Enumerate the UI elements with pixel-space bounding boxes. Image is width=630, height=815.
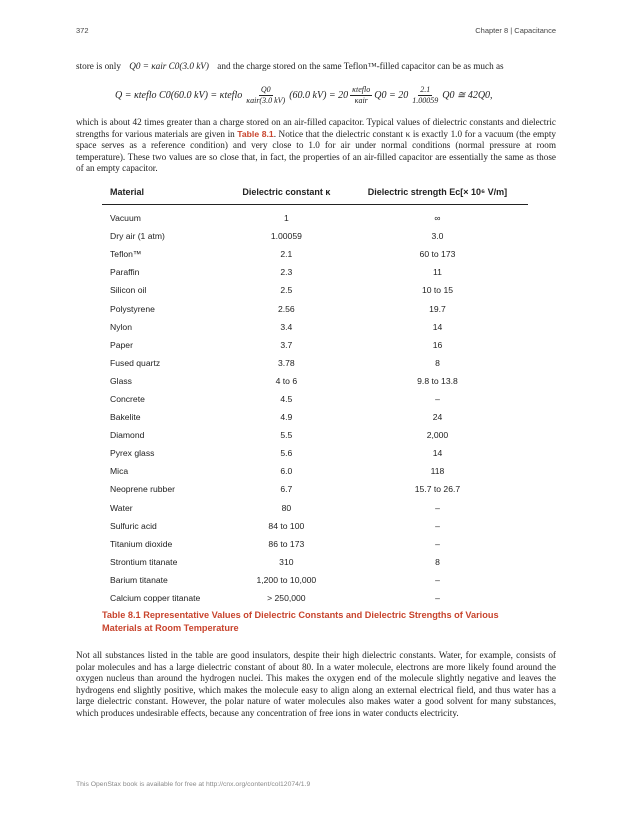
cell-dielectric-constant: 1,200 to 10,000 <box>256 574 317 585</box>
cell-dielectric-strength: – <box>435 574 440 585</box>
cell-dielectric-strength: 19.7 <box>429 303 446 314</box>
eq-part3: Q0 = 20 <box>374 89 409 101</box>
eq-lhs: Q = κteflo C0(60.0 kV) = κteflo <box>115 89 243 101</box>
cell-dielectric-constant: 2.1 <box>280 249 293 260</box>
cell-material: Bakelite <box>110 412 141 423</box>
table-row <box>102 390 528 408</box>
cell-material: Silicon oil <box>110 285 147 296</box>
intro-formula: Q0 = κair C0(3.0 kV) <box>129 61 209 71</box>
table-row <box>102 299 528 317</box>
header-material: Material <box>102 180 226 205</box>
cell-dielectric-constant: 2.56 <box>277 303 295 314</box>
cell-dielectric-constant: 86 to 173 <box>268 538 305 549</box>
table-row <box>102 553 528 571</box>
cell-dielectric-strength: 8 <box>435 556 440 567</box>
eq-fraction-3: $\frac{2.1}{1.00059}$ <box>412 84 439 105</box>
table-8-1-link[interactable]: Table 8.1 <box>237 128 274 139</box>
table-row <box>102 535 528 553</box>
cell-dielectric-constant: 6.0 <box>280 466 293 477</box>
cell-material: Nylon <box>110 321 132 332</box>
eq-rhs: Q0 ≅ 42Q0, <box>442 89 493 101</box>
header-dielectric-constant: Dielectric constant κ <box>226 180 347 205</box>
footer-note: This OpenStax book is available for free at http://cnx.org/content/col12074/1.9 <box>76 781 311 788</box>
eq-part2: (60.0 kV) = 20 <box>289 89 349 101</box>
cell-dielectric-constant: 2.5 <box>280 285 293 296</box>
cell-dielectric-strength: 2,000 <box>426 430 449 441</box>
cell-material: Titanium dioxide <box>110 538 173 549</box>
cell-material: Pyrex glass <box>110 448 155 459</box>
cell-dielectric-strength: 9.8 to 13.8 <box>417 375 458 386</box>
cell-material: Neoprene rubber <box>110 484 175 495</box>
cell-dielectric-strength: 10 to 15 <box>421 285 453 296</box>
paragraph-water: Not all substances listed in the table are good insulators, despite their high dielectric constants. Water, for example, consists of polar molecules and has a large dielectric constant of about 80. In a water molecule, electrons are more likely found around the oxygen nucleus than around the hydrogen nuclei. This makes the oxygen end of the molecule slightly negative and leaves the hydrogens end slightly positive, which makes the molecule easy to align along an external electrical field, and thus water has a large dielectric constant. However, the polar nature of water molecules also makes water a good solvent for many substances, which produces undesirable effects, because any concentration of free ions in water conducts electricity. <box>76 650 556 718</box>
cell-dielectric-strength: 14 <box>432 321 443 332</box>
intro-line <box>76 61 556 73</box>
chapter-title: Chapter 8 | Capacitance <box>475 26 556 35</box>
table-row <box>102 372 528 390</box>
charge-equation <box>115 82 515 108</box>
cell-dielectric-constant: 4.5 <box>280 393 293 404</box>
cell-dielectric-strength: – <box>435 538 440 549</box>
cell-dielectric-constant: 2.3 <box>280 267 293 278</box>
table-row <box>102 499 528 517</box>
cell-dielectric-constant: 5.6 <box>280 448 293 459</box>
cell-dielectric-strength: 24 <box>432 412 443 423</box>
cell-material: Sulfuric acid <box>110 520 157 531</box>
cell-material: Calcium copper titanate <box>110 593 201 604</box>
cell-dielectric-strength: – <box>435 502 440 513</box>
table-row <box>102 571 528 589</box>
cell-dielectric-constant: 1 <box>283 213 289 224</box>
cell-dielectric-strength: – <box>435 520 440 531</box>
table-row <box>102 336 528 354</box>
table-row <box>102 426 528 444</box>
table-row <box>102 589 528 607</box>
intro-mid: and the charge stored on the same Teflon™-filled capacitor can be as much as <box>217 61 504 71</box>
cell-material: Mica <box>110 466 129 477</box>
cell-material: Concrete <box>110 393 145 404</box>
table-caption: Table 8.1 Representative Values of Dielectric Constants and Dielectric Strengths of Various Materials at Room Temperature <box>102 610 499 633</box>
dielectric-table <box>102 180 528 607</box>
eq-fraction-2: $\frac{\text{κteflo}}{\text{κair}}$ <box>352 84 371 105</box>
cell-dielectric-strength: 16 <box>432 339 443 350</box>
table-row <box>102 318 528 336</box>
cell-dielectric-constant: 3.7 <box>280 339 293 350</box>
cell-material: Strontium titanate <box>110 556 178 567</box>
table-header-row <box>102 180 528 205</box>
cell-dielectric-strength: – <box>435 593 440 604</box>
cell-dielectric-strength: 60 to 173 <box>419 249 456 260</box>
cell-dielectric-constant: 3.4 <box>280 321 293 332</box>
cell-dielectric-strength: 14 <box>432 448 443 459</box>
cell-dielectric-strength: 8 <box>435 357 440 368</box>
table-row <box>102 517 528 535</box>
eq-fraction-1: $\frac{Q0}{\text{κair(3.0 kV)}}$ <box>246 84 286 105</box>
cell-dielectric-constant: 1.00059 <box>270 231 302 242</box>
cell-dielectric-constant: 3.78 <box>277 357 295 368</box>
intro-pre: store is only <box>76 61 121 71</box>
table-row <box>102 227 528 245</box>
header-dielectric-strength: Dielectric strength Ec[× 10⁶ V/m] <box>347 180 528 205</box>
table-row <box>102 245 528 263</box>
cell-dielectric-strength: – <box>435 393 440 404</box>
table-row <box>102 263 528 281</box>
paragraph-dielectric-intro: which is about 42 times greater than a charge stored on an air-filled capacitor. Typical values of dielectric constants and dielectric strengths for various materials are given in Table 8.1. Notice that the dielectric constant κ is exactly 1.0 for a vacuum (the empty space serves as a reference condition) and very close to 1.0 for air under normal conditions (normal pressure at room temperature). These two values are so close that, in fact, the properties of an air-filled capacitor are essentially the same as those of an empty capacitor. <box>76 117 556 174</box>
cell-material: Paraffin <box>110 267 140 278</box>
cell-dielectric-strength: 11 <box>433 267 442 278</box>
table-row <box>102 354 528 372</box>
cell-dielectric-constant: 80 <box>281 502 292 513</box>
cell-material: Paper <box>110 339 133 350</box>
table-row <box>102 281 528 299</box>
cell-material: Dry air (1 atm) <box>110 231 165 242</box>
cell-dielectric-constant: > 250,000 <box>267 593 306 604</box>
cell-dielectric-strength: 3.0 <box>431 231 444 242</box>
cell-dielectric-strength: ∞ <box>434 213 441 224</box>
cell-material: Diamond <box>110 430 145 441</box>
cell-dielectric-constant: 84 to 100 <box>268 520 305 531</box>
cell-dielectric-constant: 5.5 <box>280 430 293 441</box>
cell-dielectric-strength: 15.7 to 26.7 <box>414 484 461 495</box>
table-row <box>102 444 528 462</box>
table-row <box>102 480 528 498</box>
table-row <box>102 205 528 228</box>
cell-dielectric-constant: 310 <box>279 556 294 567</box>
cell-dielectric-constant: 6.7 <box>280 484 293 495</box>
cell-dielectric-strength: 118 <box>430 466 445 477</box>
table-row <box>102 462 528 480</box>
cell-material: Teflon™ <box>110 249 142 260</box>
cell-material: Barium titanate <box>110 574 168 585</box>
cell-material: Water <box>110 502 133 513</box>
table-row <box>102 408 528 426</box>
cell-dielectric-constant: 4.9 <box>280 412 293 423</box>
cell-material: Fused quartz <box>110 357 161 368</box>
cell-dielectric-constant: 4 to 6 <box>275 375 298 386</box>
page-header <box>76 26 556 35</box>
cell-material: Vacuum <box>110 213 141 224</box>
cell-material: Glass <box>110 375 132 386</box>
cell-material: Polystyrene <box>110 303 155 314</box>
page-number: 372 <box>76 26 89 35</box>
